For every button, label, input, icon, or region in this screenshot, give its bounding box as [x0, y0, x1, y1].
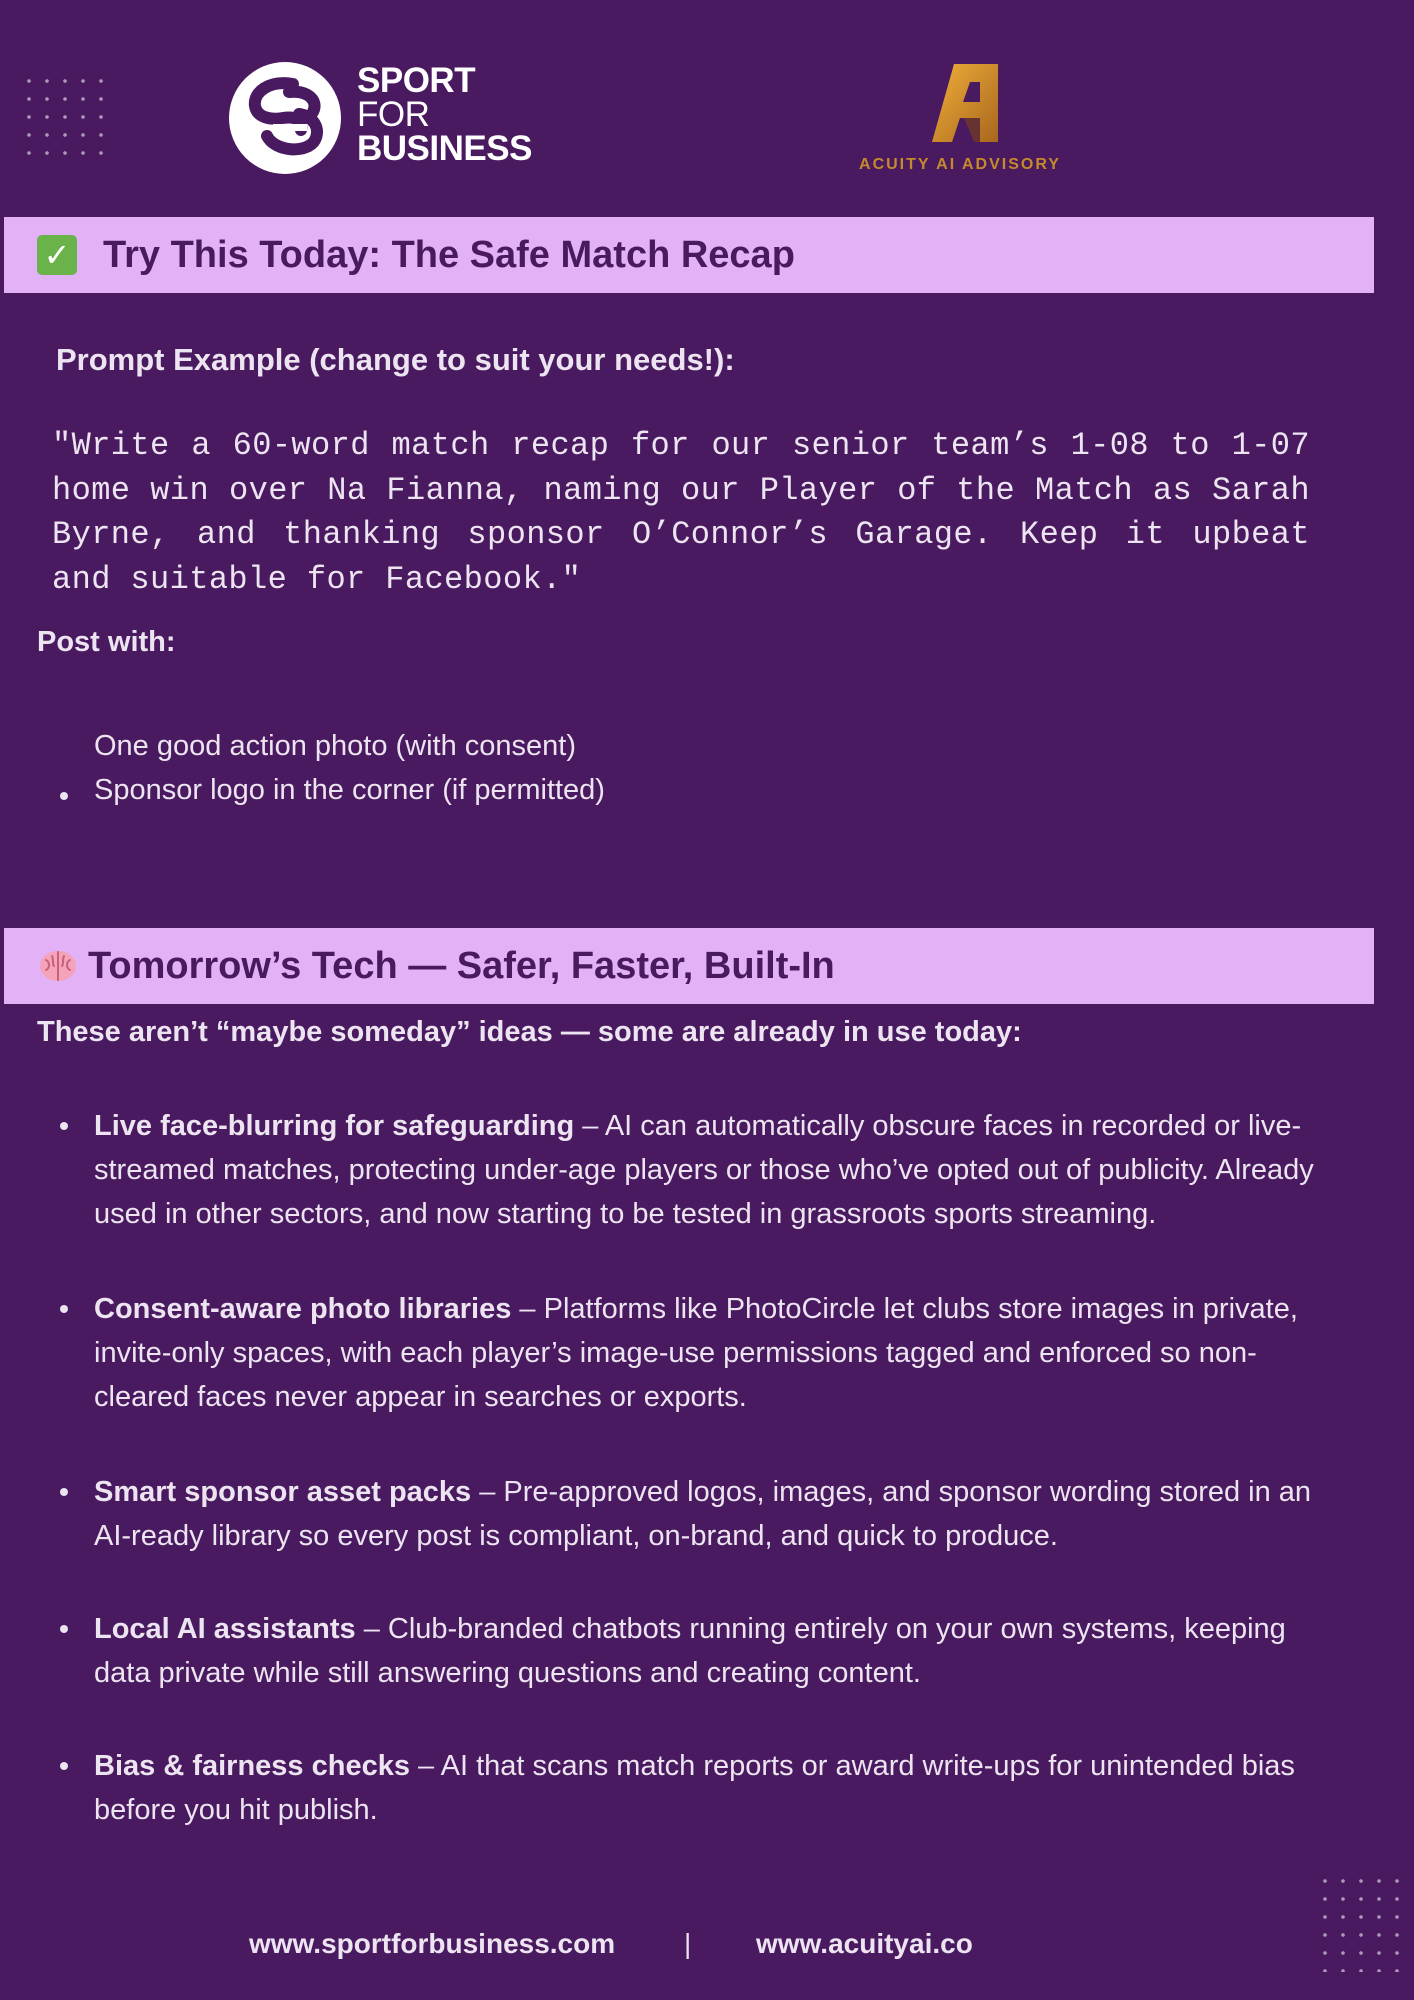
tomorrows-tech-intro: These aren’t “maybe someday” ideas — some are already in use today:	[37, 1016, 1022, 1048]
post-with-list	[94, 724, 605, 812]
acuity-logo-icon	[918, 58, 1008, 148]
tech-item-desc: – Platforms like PhotoCircle let clubs store images in private, invite-only spaces, with each player’s image-use permissions tagged and enforced so non- cleared faces never appear in searches or exports.	[94, 1293, 1298, 1413]
sfb-logo-line3: BUSINESS	[357, 129, 532, 168]
post-with-label: Post with:	[37, 626, 176, 658]
footer-link-sportforbusiness[interactable]: www.sportforbusiness.com	[249, 1928, 616, 1959]
list-item	[94, 1104, 1334, 1236]
tech-item-desc: – AI can automatically obscure faces in recorded or live- streamed matches, protecting under-age players or those who’ve opted out of publicity. Already used in other sectors, and now starting to be tested in grassroots sports streaming.	[94, 1110, 1314, 1230]
prompt-example-heading: Prompt Example (change to suit your needs!):	[56, 342, 735, 377]
bullet-icon	[60, 1122, 68, 1130]
section-banner-tomorrows-tech	[4, 928, 1374, 1004]
bullet-icon	[60, 1762, 68, 1770]
bullet-icon	[60, 1305, 68, 1313]
list-item	[94, 724, 605, 768]
prompt-example-text: "Write a 60-word match recap for our senior team’s 1-08 to 1-07 home win over Na Fianna, naming our Player of the Match as Sarah Byrne, and thanking sponsor O’Connor’s Garage. Keep it upbeat and suitable for Facebook."	[52, 427, 1310, 598]
brain-icon	[38, 948, 78, 984]
dot-pattern-top-left	[20, 72, 112, 164]
tech-item-term: Consent-aware photo libraries	[94, 1293, 512, 1325]
bullet-icon	[60, 792, 68, 800]
tech-item-term: Live face-blurring for safeguarding	[94, 1110, 575, 1142]
footer-separator: |	[684, 1928, 692, 1959]
sfb-logo-line1: SPORT	[357, 61, 476, 100]
acuity-ai-logo	[830, 58, 1090, 178]
footer	[0, 1928, 1414, 1968]
sfb-logo-wordmark	[357, 61, 532, 168]
section-banner-try-today	[4, 217, 1374, 293]
sfb-logo-icon	[229, 62, 341, 174]
post-item-text: One good action photo (with consent)	[94, 730, 577, 762]
list-item	[94, 1470, 1334, 1558]
bullet-icon	[60, 1625, 68, 1633]
section2-title: Tomorrow’s Tech — Safer, Faster, Built-In	[88, 945, 835, 987]
list-item	[94, 1607, 1334, 1695]
footer-link-acuityai[interactable]: www.acuityai.co	[756, 1928, 973, 1959]
tech-item-desc: – Pre-approved logos, images, and sponsor wording stored in an AI-ready library so every post is compliant, on-brand, and quick to produce.	[94, 1476, 1312, 1552]
tech-item-term: Local AI assistants	[94, 1613, 356, 1645]
tech-item-desc: – AI that scans match reports or award write-ups for unintended bias before you hit publish.	[94, 1750, 1295, 1826]
list-item	[94, 1744, 1334, 1832]
tech-item-term: Smart sponsor asset packs	[94, 1476, 472, 1508]
post-item-text: Sponsor logo in the corner (if permitted)	[94, 774, 605, 806]
list-item	[94, 1287, 1334, 1419]
section1-title: Try This Today: The Safe Match Recap	[103, 234, 795, 276]
acuity-logo-wordmark: ACUITY AI ADVISORY	[859, 156, 1061, 173]
list-item	[94, 768, 605, 812]
sport-for-business-logo	[229, 60, 539, 180]
tech-item-term: Bias & fairness checks	[94, 1750, 410, 1782]
sfb-logo-line2: FOR	[357, 95, 430, 134]
bullet-icon	[60, 1488, 68, 1496]
check-mark-icon: ✓	[37, 235, 77, 275]
tech-item-desc: – Club-branded chatbots running entirely on your own systems, keeping data private while still answering questions and creating content.	[94, 1613, 1286, 1689]
